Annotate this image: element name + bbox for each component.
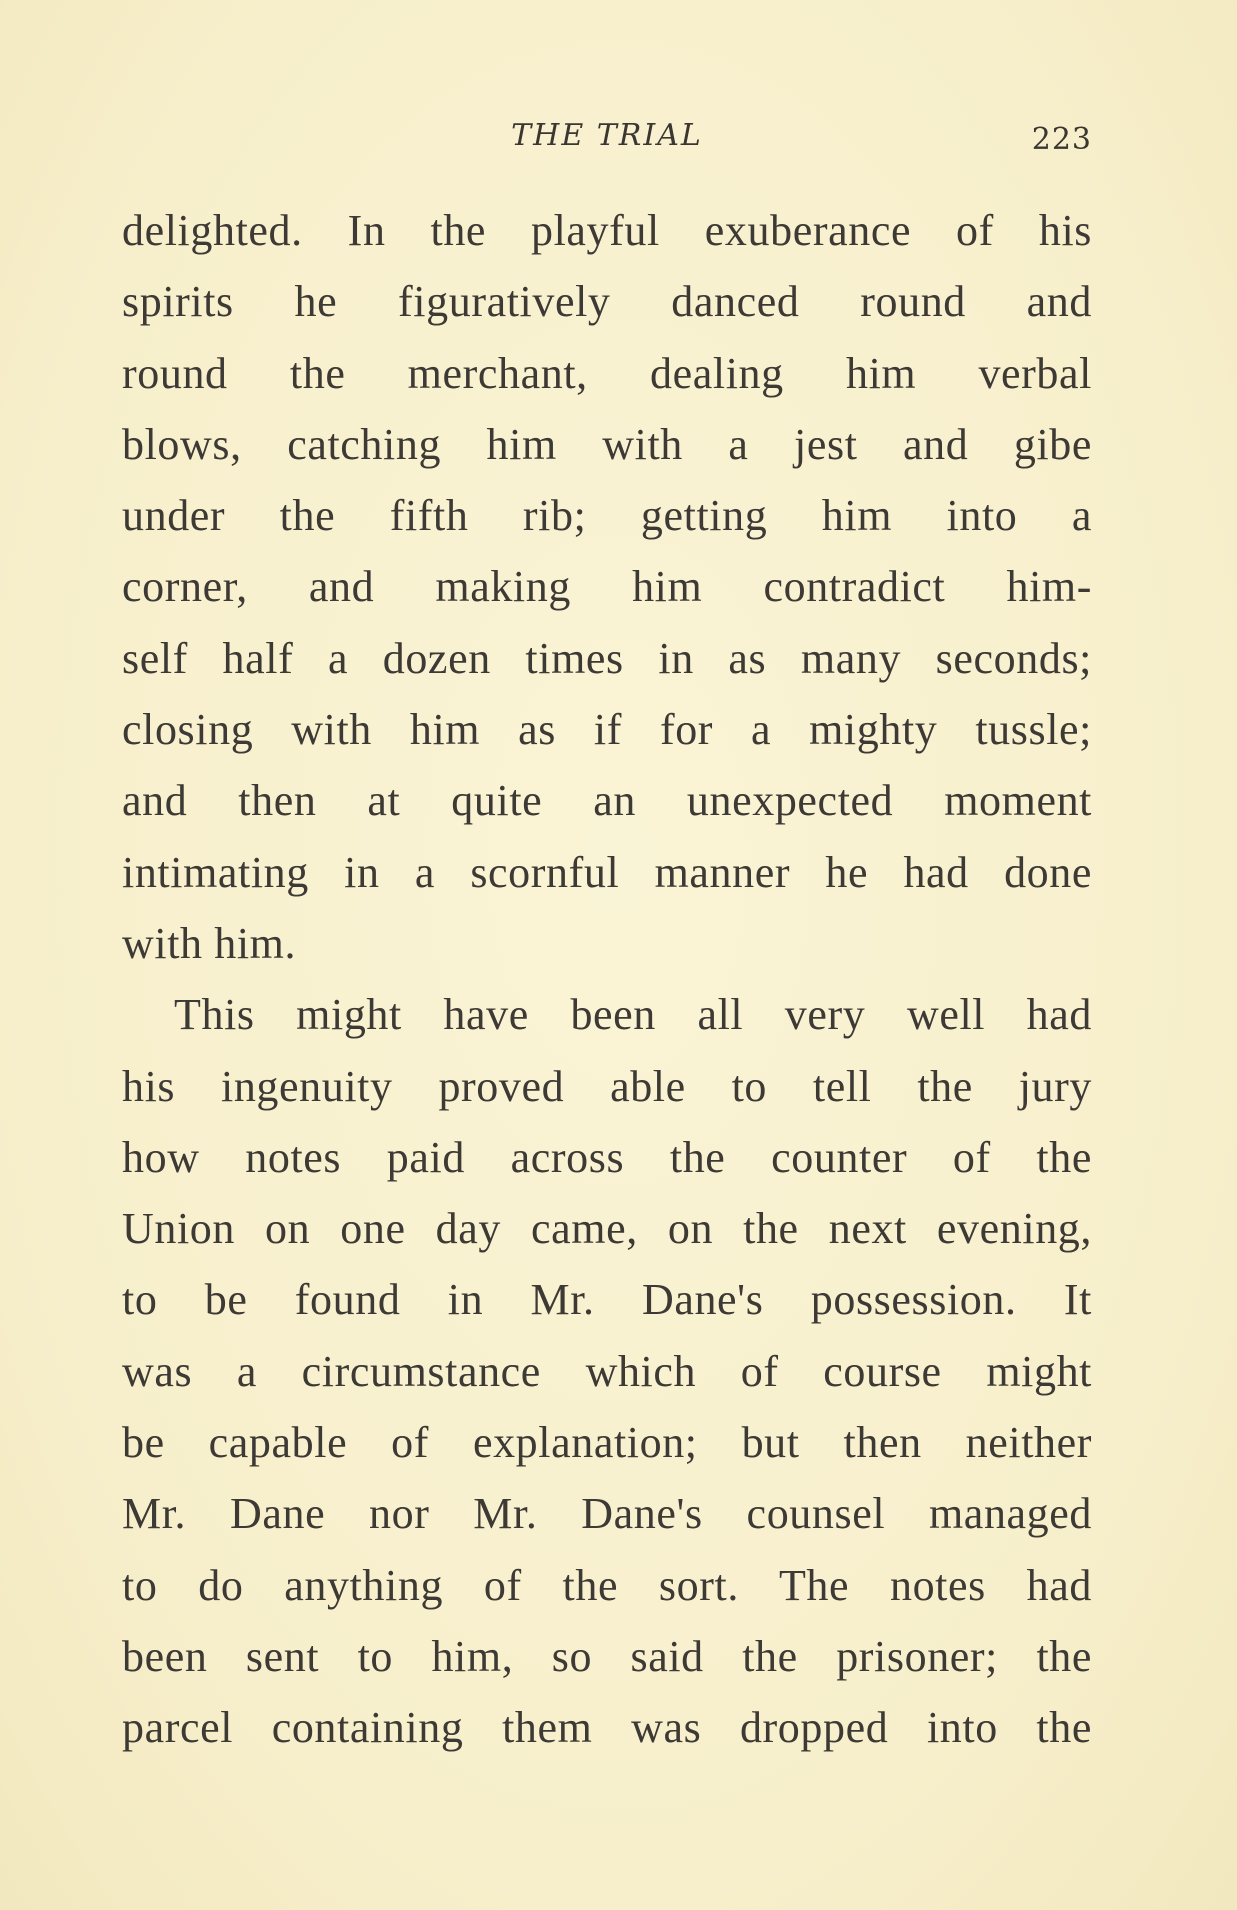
text-line: to be found in Mr. Dane's possession. It [122, 1275, 1092, 1325]
text-line: intimating in a scornful manner he had done [122, 847, 1092, 897]
text-line: This might have been all very well had [174, 990, 1092, 1040]
text-line: spirits he figuratively danced round and [122, 277, 1092, 327]
text-line: Union on one day came, on the next evening, [122, 1204, 1092, 1254]
text-line: to do anything of the sort. The notes had [122, 1560, 1092, 1610]
body-text [122, 195, 1092, 1764]
text-line: with him. [122, 918, 297, 968]
text-line: been sent to him, so said the prisoner; the [122, 1631, 1092, 1681]
text-line: was a circumstance which of course might [122, 1346, 1092, 1396]
text-line: parcel containing them was dropped into the [122, 1703, 1092, 1753]
running-head [122, 118, 1092, 158]
page-number: 223 [1031, 122, 1092, 157]
text-line: under the fifth rib; getting him into a [122, 491, 1092, 541]
text-line: delighted. In the playful exuberance of his [122, 206, 1092, 255]
text-line: round the merchant, dealing him verbal [122, 348, 1092, 398]
text-line: how notes paid across the counter of the [122, 1132, 1092, 1182]
text-line: closing with him as if for a mighty tussle; [122, 705, 1092, 755]
text-line: be capable of explanation; but then neither [122, 1418, 1092, 1468]
text-line: blows, catching him with a jest and gibe [122, 419, 1092, 469]
running-title: THE TRIAL [511, 118, 703, 153]
text-line: corner, and making him contradict him- [122, 562, 1092, 612]
text-line: self half a dozen times in as many seconds; [122, 633, 1092, 683]
text-line: and then at quite an unexpected moment [122, 776, 1092, 826]
text-line: his ingenuity proved able to tell the jury [122, 1061, 1092, 1111]
text-line: Mr. Dane nor Mr. Dane's counsel managed [122, 1489, 1092, 1539]
